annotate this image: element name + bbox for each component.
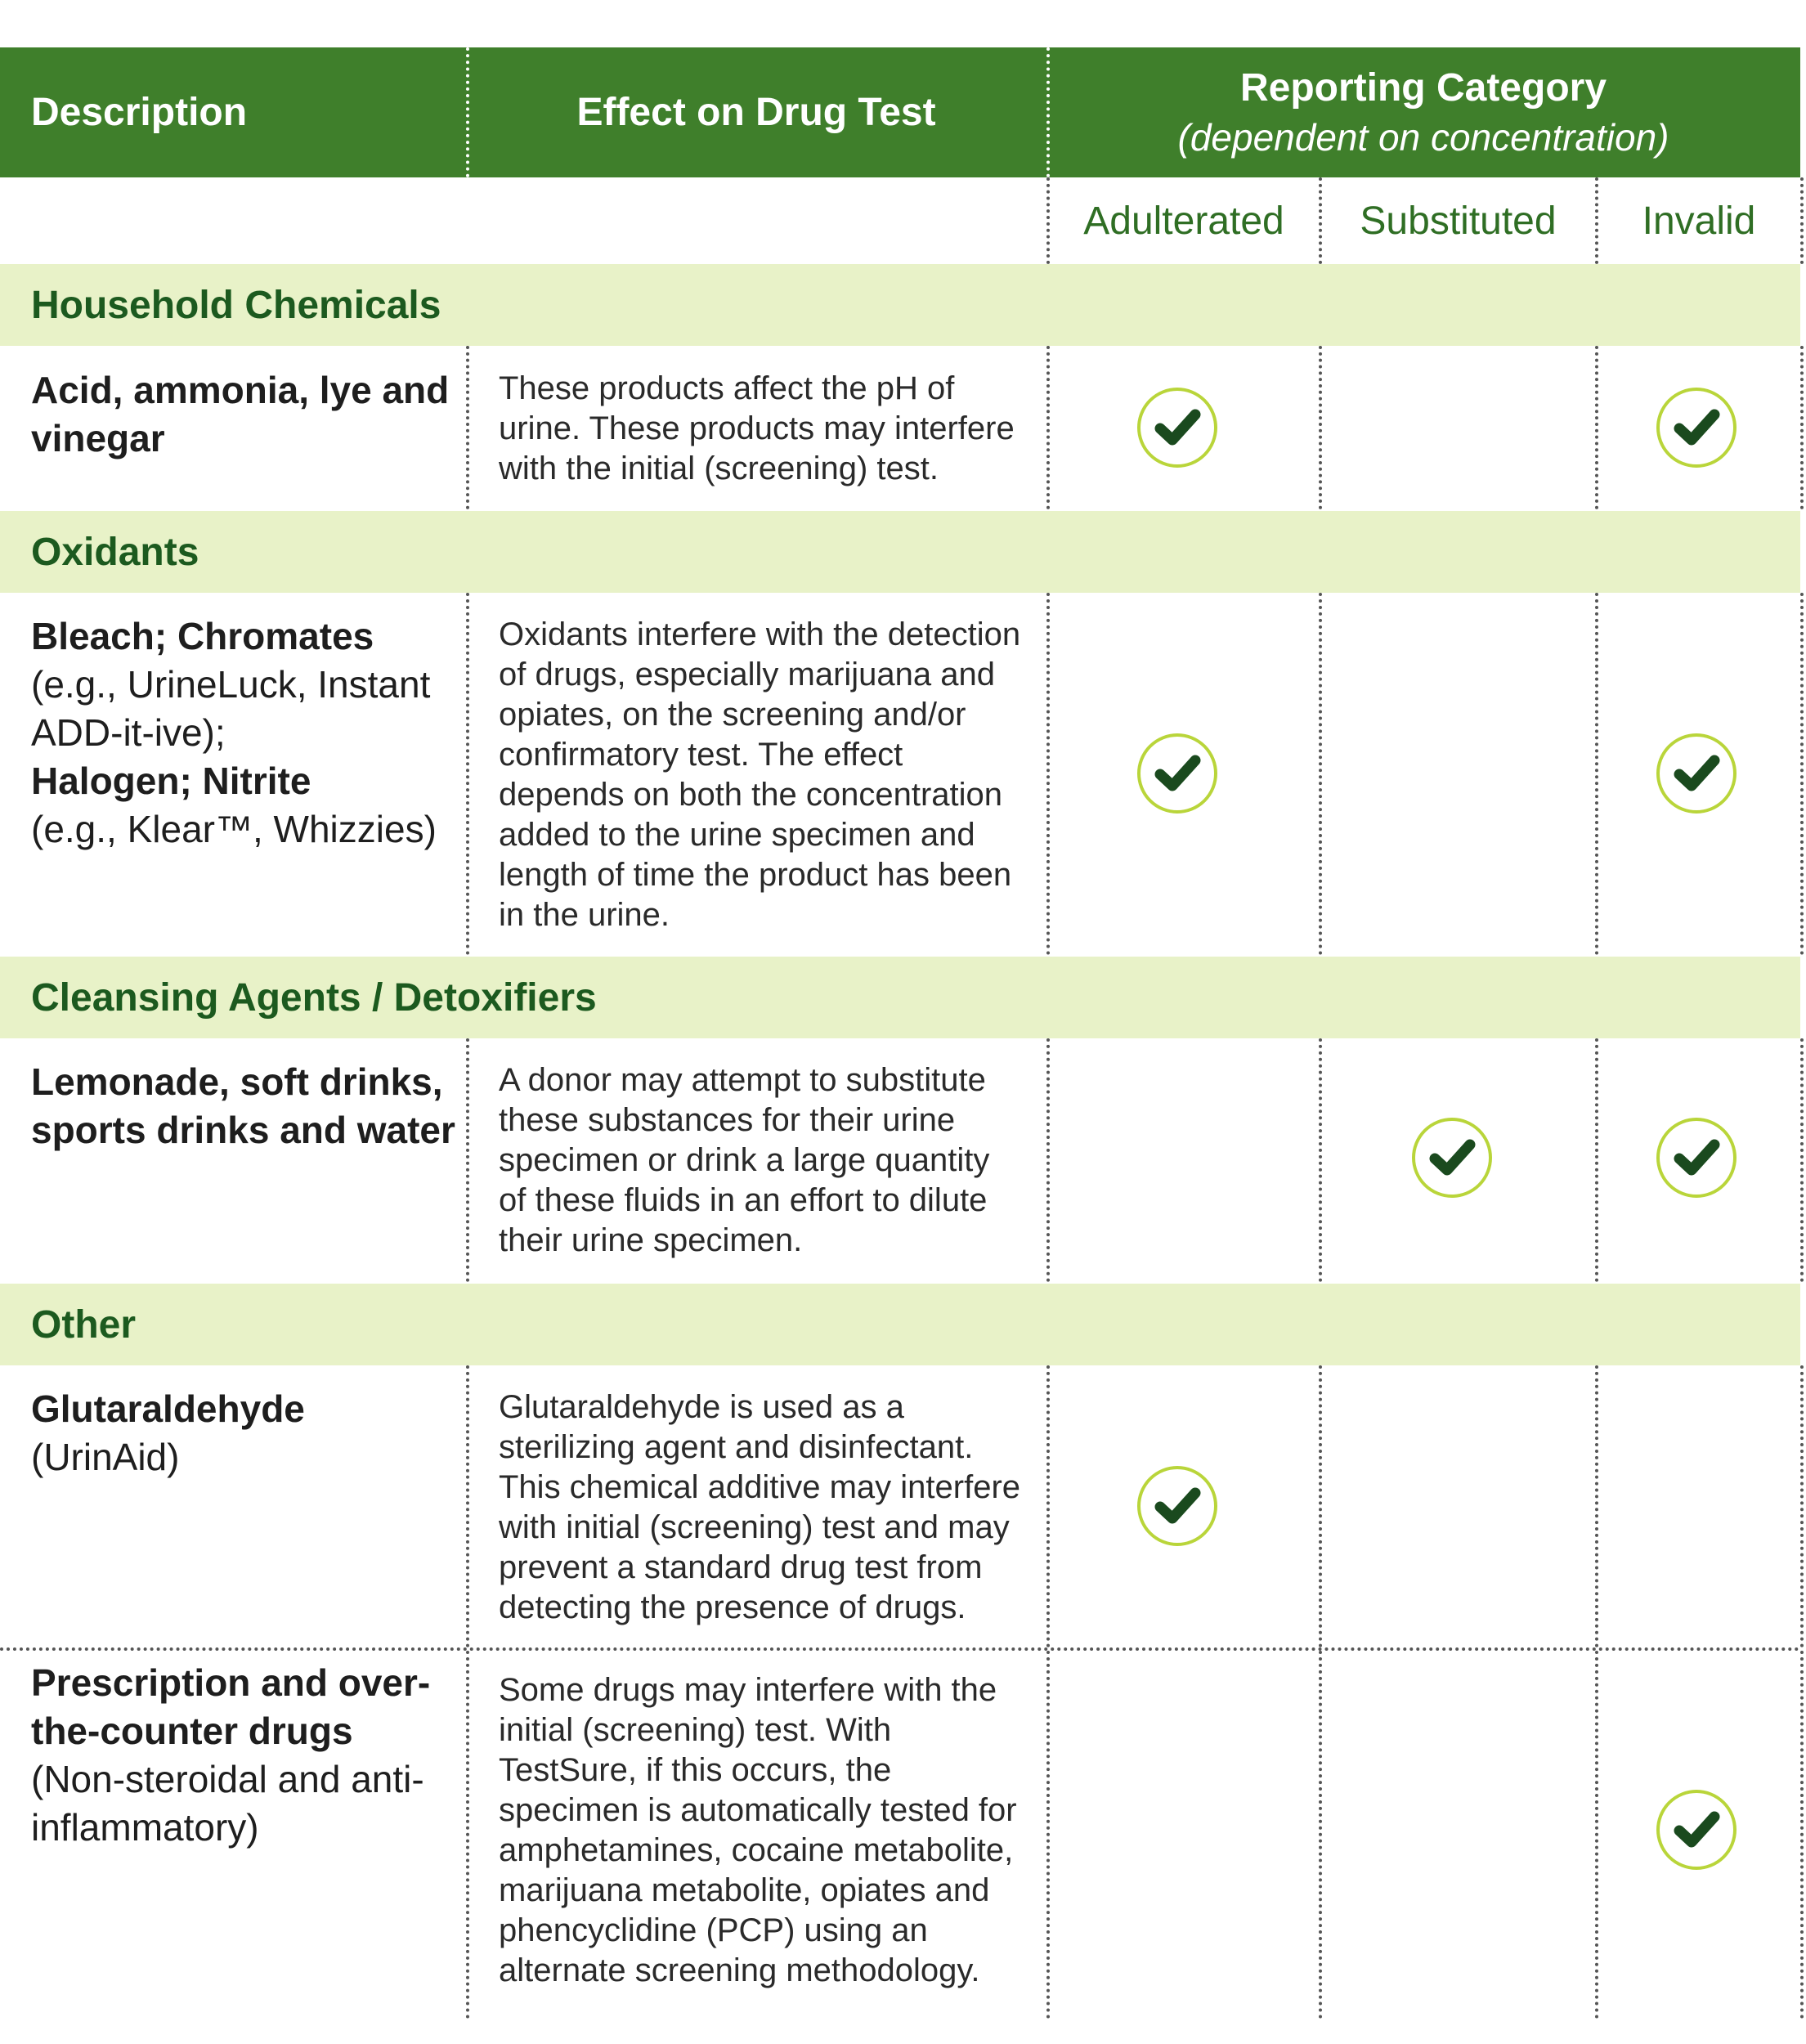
row-description-normal: (e.g., Klear™, Whizzies) bbox=[31, 808, 437, 850]
adulterated-check-icon bbox=[1136, 1465, 1218, 1547]
row-effect: These products affect the pH of urine. These products may interfere with the initial (screening) test. bbox=[499, 370, 1015, 486]
section-title: Household Chemicals bbox=[31, 283, 441, 327]
column-divider bbox=[466, 1038, 469, 1282]
row-description-normal: (Non-steroidal and anti-inflammatory) bbox=[31, 1758, 424, 1849]
column-divider bbox=[466, 1651, 469, 2019]
header-description: Description bbox=[31, 91, 248, 134]
column-divider bbox=[1595, 593, 1598, 955]
section-other bbox=[0, 1284, 1800, 1365]
row-description-bold: Acid, ammonia, lye and vinegar bbox=[31, 369, 450, 459]
table-row bbox=[0, 593, 1800, 955]
section-title: Oxidants bbox=[31, 530, 199, 574]
section-oxidants bbox=[0, 511, 1800, 593]
column-divider bbox=[1319, 1651, 1322, 2019]
row-effect: Some drugs may interfere with the initial (screening) test. With TestSure, if this occurs, the specimen is automatically tested for amphetamines, cocaine metabolite, marijuana metabolite, opiates and phencyclidine (PCP) using an alternate screening methodology. bbox=[499, 1672, 1017, 1988]
row-description-bold: Lemonade, soft drinks, sports drinks and water bbox=[31, 1060, 455, 1151]
row-description-normal: (e.g., UrineLuck, Instant ADD-it-ive); bbox=[31, 663, 431, 754]
column-divider bbox=[1046, 1651, 1050, 2019]
column-divider bbox=[466, 346, 469, 509]
column-divider bbox=[1319, 593, 1322, 955]
column-divider bbox=[1595, 177, 1598, 264]
invalid-check-icon bbox=[1656, 1117, 1737, 1199]
col-substituted: Substituted bbox=[1360, 199, 1557, 243]
row-description-bold: Glutaraldehyde bbox=[31, 1387, 305, 1430]
column-divider bbox=[1046, 177, 1050, 264]
column-divider bbox=[1046, 1365, 1050, 1647]
row-description bbox=[31, 612, 456, 854]
category-subheader bbox=[0, 177, 1800, 264]
column-divider bbox=[1800, 1038, 1804, 1282]
column-divider bbox=[1046, 593, 1050, 955]
header-divider bbox=[466, 47, 469, 177]
header-effect: Effect on Drug Test bbox=[576, 91, 936, 134]
row-description-normal: (UrinAid) bbox=[31, 1436, 180, 1478]
col-invalid: Invalid bbox=[1642, 199, 1756, 243]
column-divider bbox=[1319, 177, 1322, 264]
table-row bbox=[0, 1365, 1800, 1647]
table-row bbox=[0, 1651, 1800, 2019]
row-effect: A donor may attempt to substitute these substances for their urine specimen or drink a large quantity of these fluids in an effort to dilute their urine specimen. bbox=[499, 1062, 990, 1258]
column-divider bbox=[1319, 1365, 1322, 1647]
column-divider bbox=[1800, 177, 1804, 264]
section-title: Cleansing Agents / Detoxifiers bbox=[31, 975, 597, 1020]
column-divider bbox=[1800, 1365, 1804, 1647]
adulterated-check-icon bbox=[1136, 387, 1218, 468]
row-description bbox=[31, 1659, 456, 1852]
reporting-subtitle: (dependent on concentration) bbox=[1177, 116, 1669, 159]
row-description-bold: Prescription and over-the-counter drugs bbox=[31, 1661, 431, 1752]
section-cleansing-agents bbox=[0, 957, 1800, 1038]
row-description-bold: Bleach; Chromates bbox=[31, 615, 374, 657]
column-divider bbox=[466, 1365, 469, 1647]
row-effect: Glutaraldehyde is used as a sterilizing agent and disinfectant. This chemical additive may interfere with initial (screening) test and may prevent a standard drug test from detecting the presence of drugs. bbox=[499, 1389, 1021, 1625]
row-description-bold: Halogen; Nitrite bbox=[31, 760, 311, 802]
column-divider bbox=[1319, 1038, 1322, 1282]
reporting-title: Reporting Category bbox=[1239, 66, 1607, 110]
column-divider bbox=[466, 593, 469, 955]
table-header bbox=[0, 47, 1800, 177]
section-title: Other bbox=[31, 1302, 137, 1347]
table-row bbox=[0, 346, 1800, 509]
row-description bbox=[31, 366, 456, 463]
col-adulterated: Adulterated bbox=[1083, 199, 1284, 243]
column-divider bbox=[1595, 1038, 1598, 1282]
table-row bbox=[0, 1038, 1800, 1282]
row-description bbox=[31, 1385, 456, 1481]
column-divider bbox=[1046, 346, 1050, 509]
adulterated-check-icon bbox=[1136, 733, 1218, 814]
row-description bbox=[31, 1058, 456, 1154]
invalid-check-icon bbox=[1656, 733, 1737, 814]
column-divider bbox=[1800, 346, 1804, 509]
row-effect: Oxidants interfere with the detection of drugs, especially marijuana and opiates, on the screening and/or confirmatory test. The effect depends on both the concentration added to the urine specimen and length of time the product has been in the urine. bbox=[499, 616, 1021, 933]
column-divider bbox=[1046, 1038, 1050, 1282]
section-household-chemicals bbox=[0, 264, 1800, 346]
invalid-check-icon bbox=[1656, 1789, 1737, 1871]
substituted-check-icon bbox=[1411, 1117, 1493, 1199]
column-divider bbox=[1800, 593, 1804, 955]
column-divider bbox=[1800, 1651, 1804, 2019]
column-divider bbox=[1595, 1365, 1598, 1647]
column-divider bbox=[1595, 346, 1598, 509]
invalid-check-icon bbox=[1656, 387, 1737, 468]
column-divider bbox=[1595, 1651, 1598, 2019]
column-divider bbox=[1319, 346, 1322, 509]
header-reporting-category bbox=[1046, 47, 1800, 177]
